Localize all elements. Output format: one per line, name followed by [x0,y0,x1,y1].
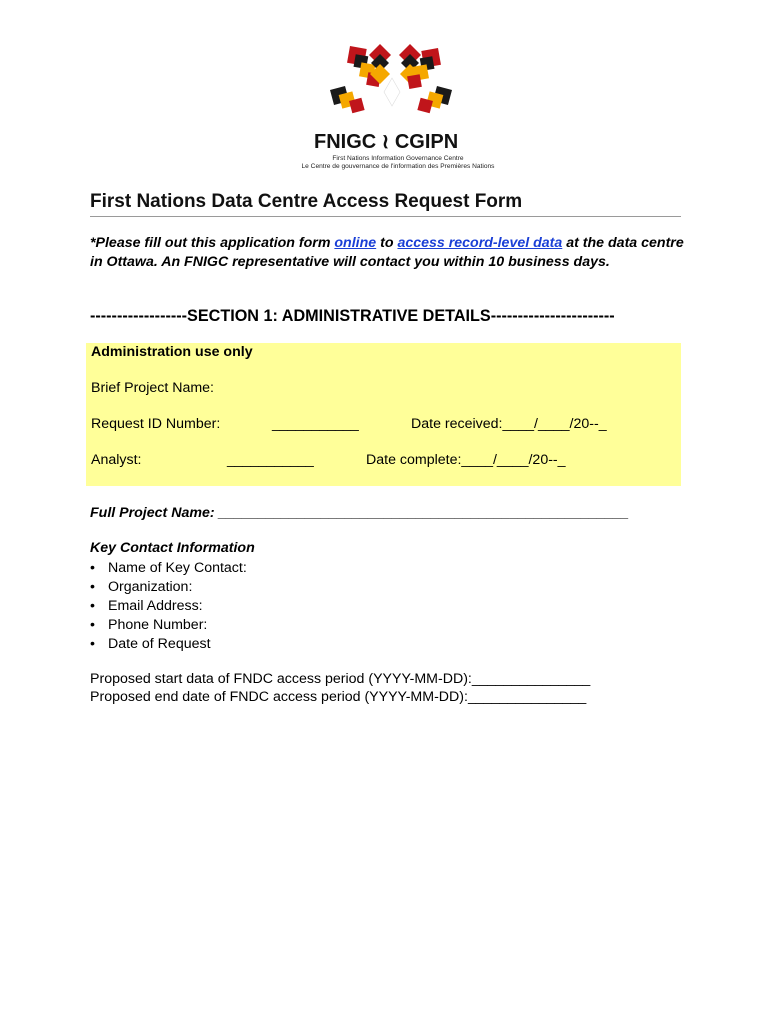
access-start-date-field[interactable]: Proposed start data of FNDC access period (YYYY-MM-DD):_______________ [90,671,591,687]
list-item[interactable] [90,635,247,654]
logo-subtitle-en: First Nations Information Governance Centre [332,155,464,162]
contact-item-label: Phone Number: [108,617,208,633]
fnigc-logo [270,38,510,178]
form-title: First Nations Data Centre Access Request Form [90,191,681,217]
bullet-icon: • [90,560,95,576]
intro-paragraph [90,234,690,271]
date-received-field[interactable]: Date received:____/____/20--_ [411,416,607,432]
brief-project-name-label: Brief Project Name: [91,380,214,396]
list-item[interactable] [90,559,247,578]
key-contact-heading: Key Contact Information [90,540,255,556]
key-contact-list [90,559,247,654]
request-id-field[interactable]: ___________ [272,416,359,432]
bullet-icon: • [90,579,95,595]
intro-text-2: to [376,235,398,251]
admin-use-title: Administration use only [91,344,253,360]
bullet-icon: • [90,636,95,652]
contact-item-label: Name of Key Contact: [108,560,247,576]
logo-subtitle-fr: Le Centre de gouvernance de l'information des Premières Nations [301,163,495,170]
maple-leaf-feathers-icon [310,38,470,130]
section-1-header: ------------------SECTION 1: ADMINISTRATIVE DETAILS----------------------- [90,307,615,325]
admin-use-box [86,343,681,486]
contact-item-label: Organization: [108,579,193,595]
intro-text-1: *Please fill out this application form [90,235,335,251]
full-project-name-field[interactable]: Full Project Name: ____________________________________________________ [90,505,629,521]
list-item[interactable] [90,578,247,597]
analyst-label: Analyst: [91,452,142,468]
bullet-icon: • [90,598,95,614]
online-link[interactable]: online [334,235,377,251]
bullet-icon: • [90,617,95,633]
access-end-date-field[interactable]: Proposed end date of FNDC access period (YYYY-MM-DD):_______________ [90,689,587,705]
access-record-level-data-link[interactable]: access record-level data [397,235,563,251]
logo-wordmark: FNIGC ≀ CGIPN [314,131,459,153]
request-id-label: Request ID Number: [91,416,221,432]
contact-item-label: Email Address: [108,598,203,614]
list-item[interactable] [90,597,247,616]
list-item[interactable] [90,616,247,635]
intro-text-3: at the data centre in Ottawa. An FNIGC representative will contact you within 10 business days. [90,235,684,270]
analyst-field[interactable]: ___________ [227,452,314,468]
date-complete-field[interactable]: Date complete:____/____/20--_ [366,452,566,468]
contact-item-label: Date of Request [108,636,211,652]
